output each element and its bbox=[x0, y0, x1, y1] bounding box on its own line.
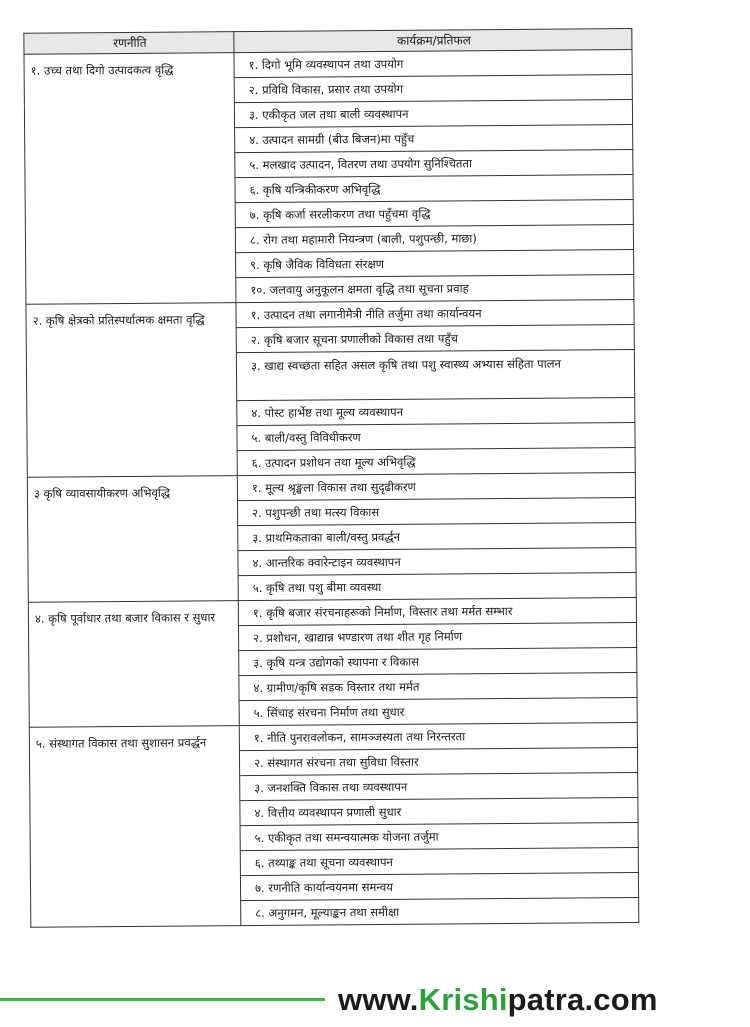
program-cell: ६. कृषि यन्त्रिकीकरण अभिवृद्धि bbox=[235, 175, 633, 203]
program-cell: ६. उत्पादन प्रशोधन तथा मूल्य अभिवृद्धि bbox=[237, 447, 635, 475]
program-cell: ९. कृषि जैविक विविधता संरक्षण bbox=[236, 250, 634, 278]
program-cell: ८. रोग तथा महामारी नियन्त्रण (बाली, पशुपन्छी, माछा) bbox=[235, 225, 633, 253]
strategy-table bbox=[23, 28, 639, 928]
site-watermark bbox=[338, 982, 658, 1018]
program-cell: २. प्रशोधन, खाद्यान्न भण्डारण तथा शीत गृह निर्माण bbox=[238, 622, 636, 650]
program-cell: ३. प्राथमिकताका बाली/वस्तु प्रवर्द्धन bbox=[238, 522, 636, 550]
brand-suffix: patra.com bbox=[507, 982, 658, 1017]
program-cell: ४. ग्रामीण/कृषि सडक विस्तार तथा मर्मत bbox=[239, 672, 637, 700]
header-program: कार्यक्रम/प्रतिफल bbox=[234, 29, 632, 53]
program-cell: १. मूल्य श्रृङ्खला विकास तथा सुदृढीकरण bbox=[237, 472, 635, 500]
program-cell: २. कृषि बजार सूचना प्रणालीको विकास तथा पहुँच bbox=[236, 324, 634, 352]
footer-divider bbox=[0, 998, 325, 1001]
program-cell: २. संस्थागत संरचना तथा सुविधा विस्तार bbox=[239, 747, 637, 775]
strategy-cell: २. कृषि क्षेत्रको प्रतिस्पर्धात्मक क्षमता वृद्धि bbox=[26, 303, 237, 478]
header-strategy: रणनीति bbox=[24, 32, 234, 55]
program-cell: ३. जनशक्ति विकास तथा व्यवस्थापन bbox=[240, 772, 638, 800]
program-cell: १. दिगो भूमि व्यवस्थापन तथा उपयोग bbox=[234, 50, 632, 78]
program-cell: ५. कृषि तथा पशु बीमा व्यवस्था bbox=[238, 572, 636, 600]
program-cell: १. कृषि बजार संरचनाहरूको निर्माण, विस्तार तथा मर्मत सम्भार bbox=[238, 597, 636, 625]
program-cell: ५. मलखाद उत्पादन, वितरण तथा उपयोग सुनिश्चितता bbox=[235, 150, 633, 178]
brand-prefix: www. bbox=[338, 982, 419, 1017]
program-cell: १०. जलवायु अनुकूलन क्षमता वृद्धि तथा सूचना प्रवाह bbox=[236, 275, 634, 303]
strategy-cell: १. उच्च तथा दिगो उत्पादकत्व वृद्धि bbox=[24, 53, 236, 305]
program-cell: ३. खाद्य स्वच्छता सहित असल कृषि तथा पशु स्वास्थ्य अभ्यास संहिता पालन bbox=[236, 349, 634, 400]
program-cell: ३. कृषि यन्त्र उद्योगको स्थापना र विकास bbox=[239, 647, 637, 675]
program-cell: ७. रणनीति कार्यान्वयनमा समन्वय bbox=[240, 872, 638, 900]
program-cell: २. पशुपन्छी तथा मत्स्य विकास bbox=[238, 497, 636, 525]
program-cell: ६. तथ्याङ्क तथा सूचना व्यवस्थापन bbox=[240, 847, 638, 875]
program-cell: १. उत्पादन तथा लगानीमैत्री नीति तर्जुमा तथा कार्यान्वयन bbox=[236, 299, 634, 327]
program-cell: ४. आन्तरिक क्वारेन्टाइन व्यवस्थापन bbox=[238, 547, 636, 575]
program-cell: ५. बाली/वस्तु विविधीकरण bbox=[237, 422, 635, 450]
program-cell: १. नीति पुनरावलोकन, सामञ्जस्यता तथा निरन्तरता bbox=[239, 722, 637, 750]
brand-highlight: Krishi bbox=[418, 982, 508, 1017]
strategy-cell: ५. संस्थागत विकास तथा सुशासन प्रवर्द्धन bbox=[29, 726, 241, 928]
program-cell: ४. उत्पादन सामग्री (बीउ बिजन)मा पहुँच bbox=[235, 125, 633, 153]
program-cell: ५. एकीकृत तथा समन्वयात्मक योजना तर्जुमा bbox=[240, 822, 638, 850]
program-cell: ७. कृषि कर्जा सरलीकरण तथा पहुँचमा वृद्धि bbox=[235, 200, 633, 228]
program-cell: ३. एकीकृत जल तथा बाली व्यवस्थापन bbox=[234, 100, 632, 128]
strategy-cell: ३ कृषि व्यावसायीकरण अभिवृद्धि bbox=[27, 476, 238, 603]
program-cell: २. प्रविधि विकास, प्रसार तथा उपयोग bbox=[234, 75, 632, 103]
program-cell: ४. पोस्ट हार्भेष्ट तथा मूल्य व्यवस्थापन bbox=[237, 397, 635, 425]
program-cell: ४. वित्तीय व्यवस्थापन प्रणाली सुधार bbox=[240, 797, 638, 825]
program-cell: ८. अनुगमन, मूल्याङ्कन तथा समीक्षा bbox=[241, 897, 639, 925]
strategy-cell: ४. कृषि पूर्वाधार तथा बजार विकास र सुधार bbox=[28, 601, 239, 728]
program-cell: ५. सिंचाइ संरचना निर्माण तथा सुधार bbox=[239, 697, 637, 725]
